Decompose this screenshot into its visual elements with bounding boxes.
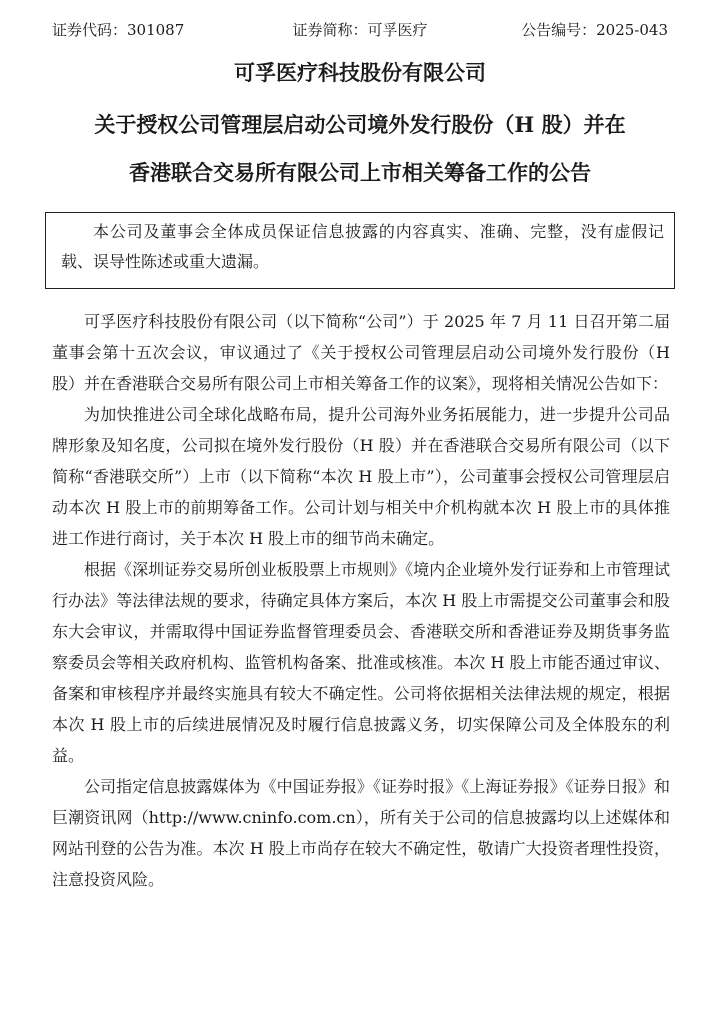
announcement-number: 公告编号：2025-043 xyxy=(521,21,668,39)
paragraph-board-meeting: 可孚医疗科技股份有限公司（以下简称“公司”）于 2025 年 7 月 11 日召开第二届董事会第十五次会议，审议通过了《关于授权公司管理层启动公司境外发行股份（H 股）并在香港联合交易所有限公司上市相关筹备工作的议案》，现将相关情况公告如下： xyxy=(52,312,670,393)
stock-code: 证券代码：301087 xyxy=(52,21,185,39)
paragraph-regulatory-approval: 根据《深圳证券交易所创业板股票上市规则》《境内企业境外发行证券和上市管理试行办法》等法律法规的要求，待确定具体方案后，本次 H 股上市需提交公司董事会和股东大会审议，并需取得中国证券监督管理委员会、香港联交所和香港证券及期货事务监察委员会等相关政府机构、监管机构备案、批准或核准。本次 H 股上市能否通过审议、备案和审核程序并最终实施具有较大不确定性。公司将依据相关法律法规的规定，根据本次 H 股上市的后续进展情况及时履行信息披露义务，切实保障公司及全体股东的利益。 xyxy=(52,560,670,765)
stock-abbreviation: 证券简称：可孚医疗 xyxy=(292,21,428,39)
announcement-title-line-2: 香港联合交易所有限公司上市相关筹备工作的公告 xyxy=(129,160,591,185)
paragraph-purpose: 为加快推进公司全球化战略布局，提升公司海外业务拓展能力，进一步提升公司品牌形象及知名度，公司拟在境外发行股份（H 股）并在香港联合交易所有限公司（以下简称“香港联交所”）上市（以下简称“本次 H 股上市”），公司董事会授权公司管理层启动本次 H 股上市的前期筹备工作。公司计划与相关中介机构就本次 H 股上市的具体推进工作进行商讨，关于本次 H 股上市的细节尚未确定。 xyxy=(52,405,670,548)
company-name-title: 可孚医疗科技股份有限公司 xyxy=(234,60,486,85)
paragraph-disclosure-media: 公司指定信息披露媒体为《中国证券报》《证券时报》《上海证券报》《证券日报》和巨潮资讯网（http://www.cninfo.com.cn），所有关于公司的信息披露均以上述媒体和网站刊登的公告为准。本次 H 股上市尚存在较大不确定性，敬请广大投资者理性投资，注意投资风险。 xyxy=(52,777,670,889)
announcement-body xyxy=(52,306,670,895)
document-header xyxy=(52,16,668,44)
announcement-title-line-1: 关于授权公司管理层启动公司境外发行股份（H 股）并在 xyxy=(94,112,626,137)
board-assurance-notice: 本公司及董事会全体成员保证信息披露的内容真实、准确、完整，没有虚假记载、误导性陈述或重大遗漏。 xyxy=(45,212,675,289)
